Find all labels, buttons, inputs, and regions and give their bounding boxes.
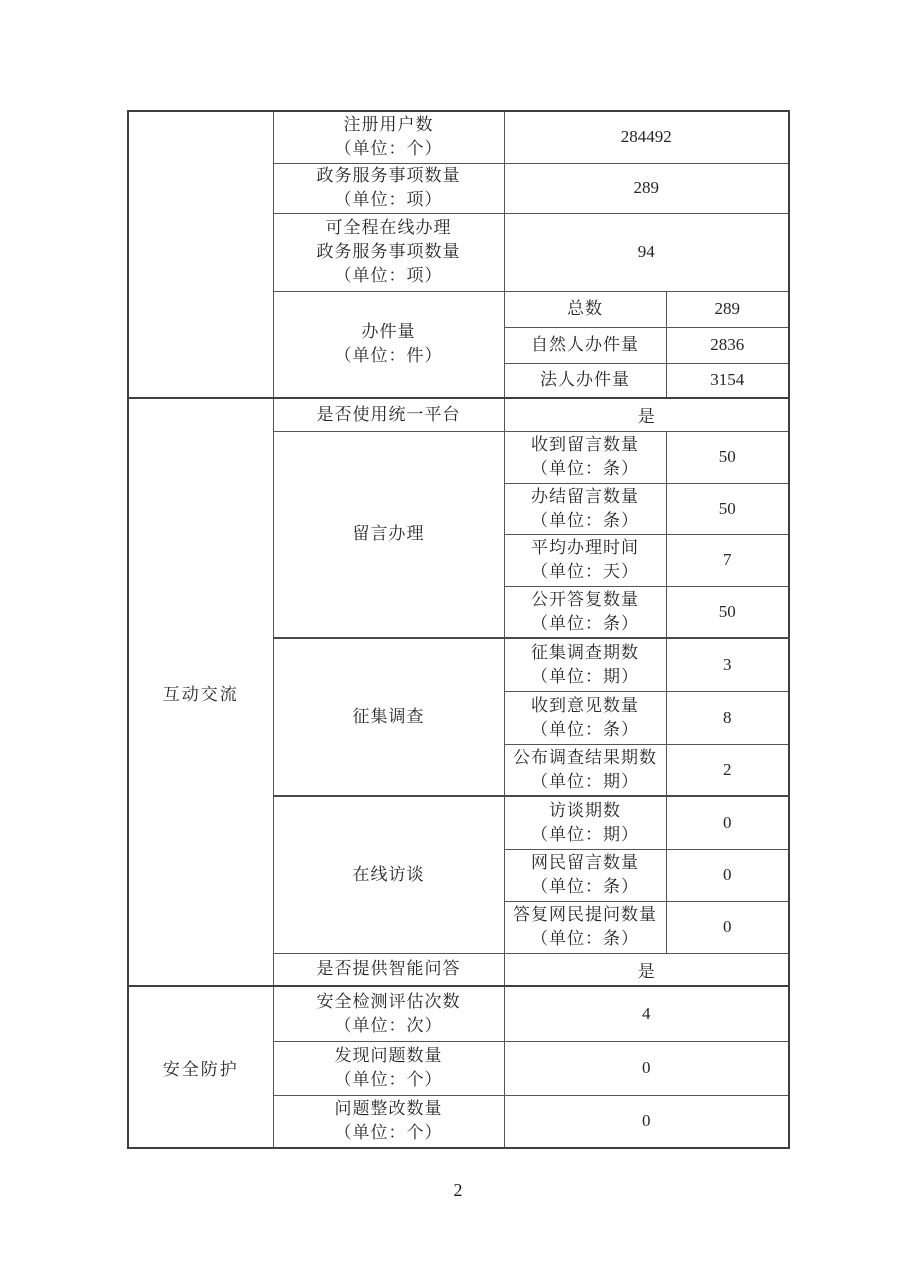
category-cell-interaction: 互动交流 (128, 398, 273, 986)
metric-label: 办件量 (361, 322, 416, 342)
sub-metric-unit: （单位：期） (531, 771, 639, 791)
metric-unit: （单位：个） (334, 1123, 443, 1143)
metric-label: 安全检测评估次数 (316, 991, 461, 1011)
metric-label: 可全程在线办理 (325, 218, 452, 237)
sub-metric-value-cell: 50 (666, 483, 789, 534)
metric-label: 发现问题数量 (334, 1046, 443, 1065)
sub-metric-label-cell (504, 691, 666, 744)
sub-metric-label-cell (504, 796, 666, 849)
sub-metric-label-cell (504, 744, 666, 796)
metric-group-label-cell (273, 796, 504, 953)
sub-metric-unit: （单位：条） (531, 613, 639, 633)
metric-label-cell (273, 398, 504, 431)
sub-metric-label-cell (504, 363, 666, 398)
metric-label: 政务服务事项数量 (316, 242, 461, 261)
metric-value-cell: 289 (504, 163, 789, 213)
sub-metric-label: 自然人办件量 (531, 335, 639, 354)
sub-metric-label: 法人办件量 (540, 370, 630, 390)
metric-unit: （单位：件） (334, 346, 443, 366)
sub-metric-unit: （单位：天） (531, 562, 639, 581)
metric-unit: （单位：次） (334, 1015, 443, 1035)
sub-metric-value-cell: 3154 (666, 363, 789, 398)
sub-metric-value-cell: 50 (666, 586, 789, 638)
sub-metric-label-cell (504, 291, 666, 327)
table-row (128, 111, 789, 163)
sub-metric-value-cell: 289 (666, 291, 789, 327)
sub-metric-label-cell (504, 327, 666, 363)
sub-metric-label: 访谈期数 (549, 800, 621, 820)
metric-unit: （单位：个） (334, 139, 443, 159)
sub-metric-unit: （单位：条） (531, 929, 639, 948)
metric-label: 留言办理 (352, 524, 425, 544)
sub-metric-value-cell: 2836 (666, 327, 789, 363)
sub-metric-unit: （单位：期） (531, 824, 639, 844)
sub-metric-label: 平均办理时间 (531, 538, 639, 557)
metric-label: 征集调查 (352, 707, 425, 726)
metric-group-label-cell (273, 291, 504, 398)
sub-metric-unit: （单位：条） (531, 877, 639, 896)
sub-metric-value-cell: 0 (666, 849, 789, 901)
metric-group-label-cell (273, 638, 504, 796)
sub-metric-label: 收到意见数量 (531, 695, 639, 715)
sub-metric-label: 网民留言数量 (531, 853, 639, 872)
sub-metric-label: 办结留言数量 (531, 486, 639, 506)
metric-label: 在线访谈 (352, 864, 425, 884)
sub-metric-unit: （单位：期） (531, 666, 639, 686)
metric-label: 是否提供智能问答 (316, 959, 461, 979)
page-number: 2 (453, 1180, 463, 1200)
metric-label-cell (273, 213, 504, 291)
sub-metric-unit: （单位：条） (531, 719, 639, 739)
sub-metric-label: 公布调查结果期数 (513, 747, 657, 767)
metric-label-cell (273, 1095, 504, 1148)
table-row (128, 986, 789, 1041)
sub-metric-label-cell (504, 431, 666, 483)
metric-value-cell: 0 (504, 1041, 789, 1095)
metric-label: 问题整改数量 (334, 1099, 443, 1119)
sub-metric-label-cell (504, 849, 666, 901)
metric-value-cell: 0 (504, 1095, 789, 1148)
metric-label: 政务服务事项数量 (316, 166, 461, 185)
metric-value-cell: 94 (504, 213, 789, 291)
sub-metric-value-cell: 50 (666, 431, 789, 483)
sub-metric-value-cell: 7 (666, 534, 789, 586)
metric-value-cell: 是 (504, 398, 789, 431)
metric-value-cell: 4 (504, 986, 789, 1041)
metric-unit: （单位：个） (334, 1070, 443, 1089)
sub-metric-label-cell (504, 483, 666, 534)
metric-value-cell: 284492 (504, 111, 789, 163)
sub-metric-unit: （单位：条） (531, 510, 639, 530)
metric-label: 是否使用统一平台 (316, 404, 461, 424)
sub-metric-value-cell: 3 (666, 638, 789, 691)
sub-metric-label-cell (504, 586, 666, 638)
category-cell-empty (128, 111, 273, 398)
sub-metric-label: 公开答复数量 (531, 589, 639, 609)
sub-metric-label: 征集调查期数 (531, 642, 639, 662)
metric-label-cell (273, 986, 504, 1041)
metric-label-cell (273, 1041, 504, 1095)
metric-group-label-cell (273, 431, 504, 638)
metric-unit: （单位：项） (334, 266, 443, 285)
sub-metric-value-cell: 0 (666, 796, 789, 849)
metric-label-cell (273, 163, 504, 213)
sub-metric-value-cell: 0 (666, 901, 789, 953)
sub-metric-label-cell (504, 638, 666, 691)
metric-label-cell (273, 111, 504, 163)
sub-metric-label-cell (504, 901, 666, 953)
sub-metric-value-cell: 8 (666, 691, 789, 744)
sub-metric-unit: （单位：条） (531, 459, 639, 478)
sub-metric-value-cell: 2 (666, 744, 789, 796)
sub-metric-label-cell (504, 534, 666, 586)
report-table (127, 110, 790, 1149)
metric-label: 注册用户数 (343, 115, 434, 135)
category-cell-security: 安全防护 (128, 986, 273, 1148)
sub-metric-label: 总数 (567, 299, 603, 318)
metric-label-cell (273, 953, 504, 986)
metric-value-cell: 是 (504, 953, 789, 986)
table-row (128, 398, 789, 431)
sub-metric-label: 答复网民提问数量 (513, 905, 657, 924)
metric-unit: （单位：项） (334, 190, 443, 209)
sub-metric-label: 收到留言数量 (531, 435, 639, 454)
